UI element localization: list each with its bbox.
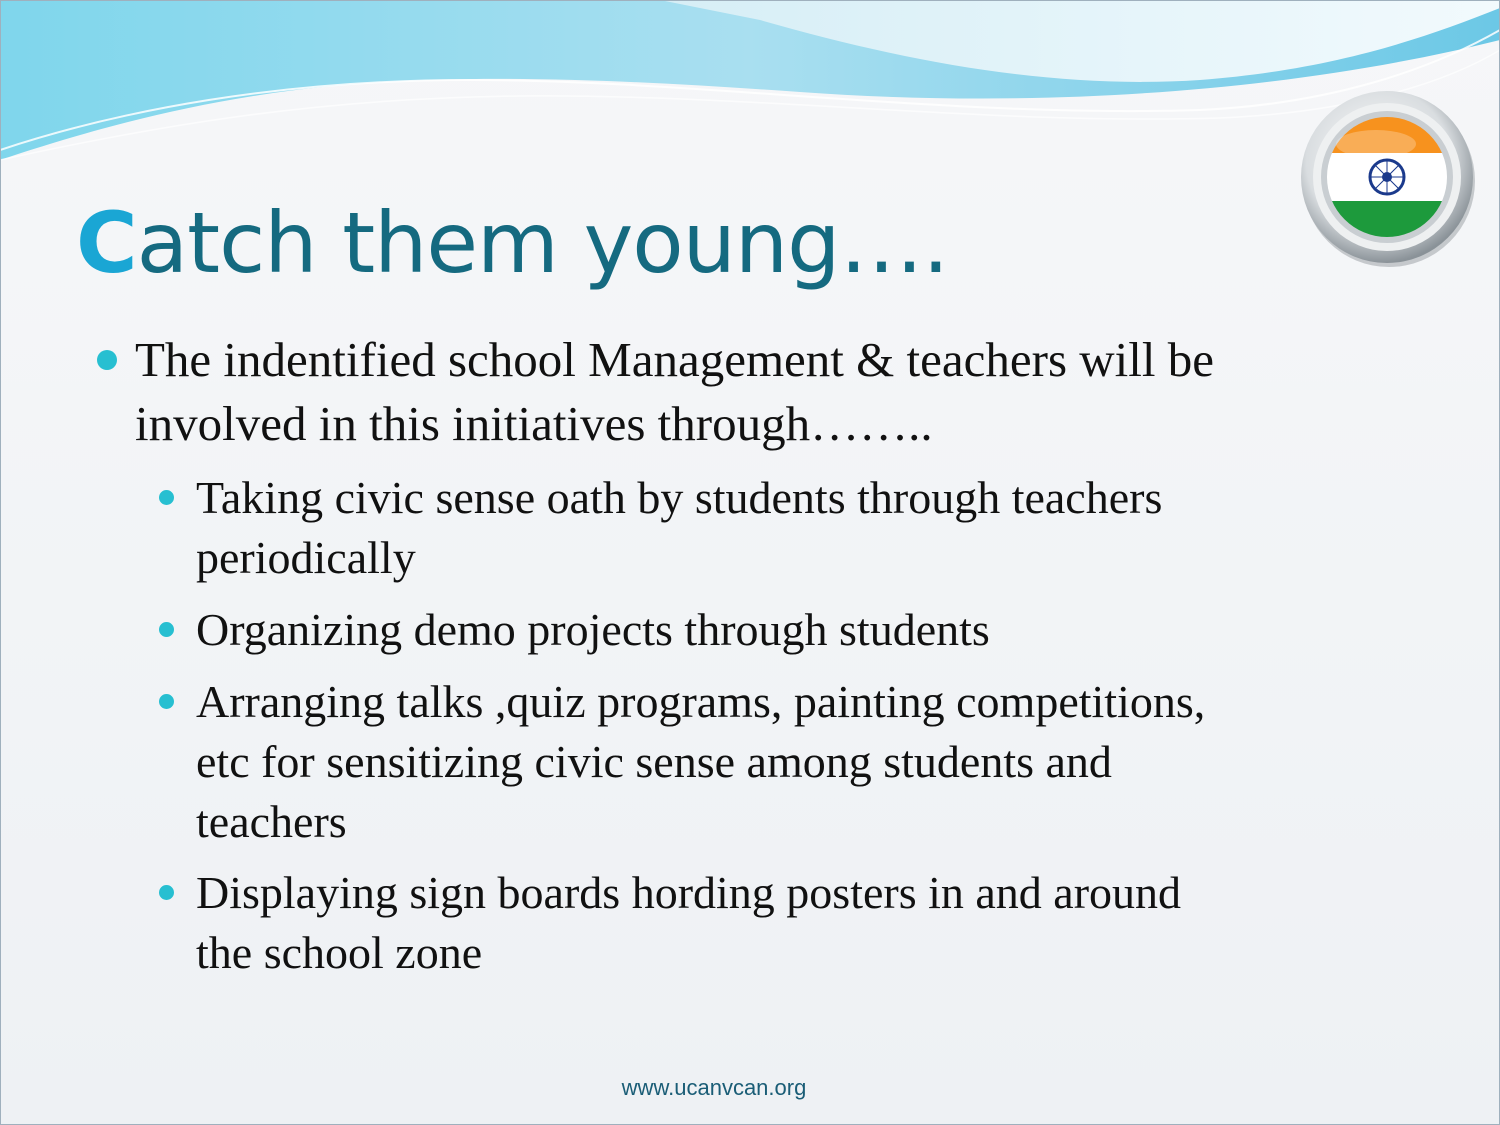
india-flag-icon xyxy=(1296,86,1478,268)
sub-bullet-demo-projects xyxy=(196,600,990,660)
sub-bullet-line: Taking civic sense oath by students through teachers xyxy=(196,472,1163,523)
title-text: atch them young…. xyxy=(136,194,949,292)
sub-bullet-line: Displaying sign boards hording posters in and around xyxy=(196,867,1182,918)
slide-title xyxy=(76,188,948,298)
sub-bullet-line: etc for sensitizing civic sense among students and xyxy=(196,736,1112,787)
bullet-dot-icon xyxy=(97,350,117,370)
sub-bullet-line: teachers xyxy=(196,796,347,847)
sub-bullet-sign-boards xyxy=(196,863,1181,983)
bullet-dot-icon xyxy=(159,694,174,709)
bullet-main-line2: involved in this initiatives through…….. xyxy=(135,396,933,451)
title-first-letter: C xyxy=(76,194,137,292)
bullet-main xyxy=(135,328,1214,456)
footer-url-text: www.ucanvcan.org xyxy=(621,1075,807,1100)
bullet-dot-icon xyxy=(159,885,174,900)
header-waves-decoration xyxy=(0,0,1500,175)
sub-bullet-line: periodically xyxy=(196,532,416,583)
bullet-dot-icon xyxy=(159,490,174,505)
bullet-dot-icon xyxy=(159,622,174,637)
sub-bullet-line: Organizing demo projects through students xyxy=(196,604,990,655)
sub-bullet-oath xyxy=(196,468,1162,588)
footer-url xyxy=(0,1075,1500,1101)
sub-bullet-line: Arranging talks ,quiz programs, painting competitions, xyxy=(196,676,1206,727)
sub-bullet-line: the school zone xyxy=(196,927,483,978)
bullet-main-line1: The indentified school Management & teachers will be xyxy=(135,332,1215,387)
sub-bullet-talks xyxy=(196,672,1205,852)
